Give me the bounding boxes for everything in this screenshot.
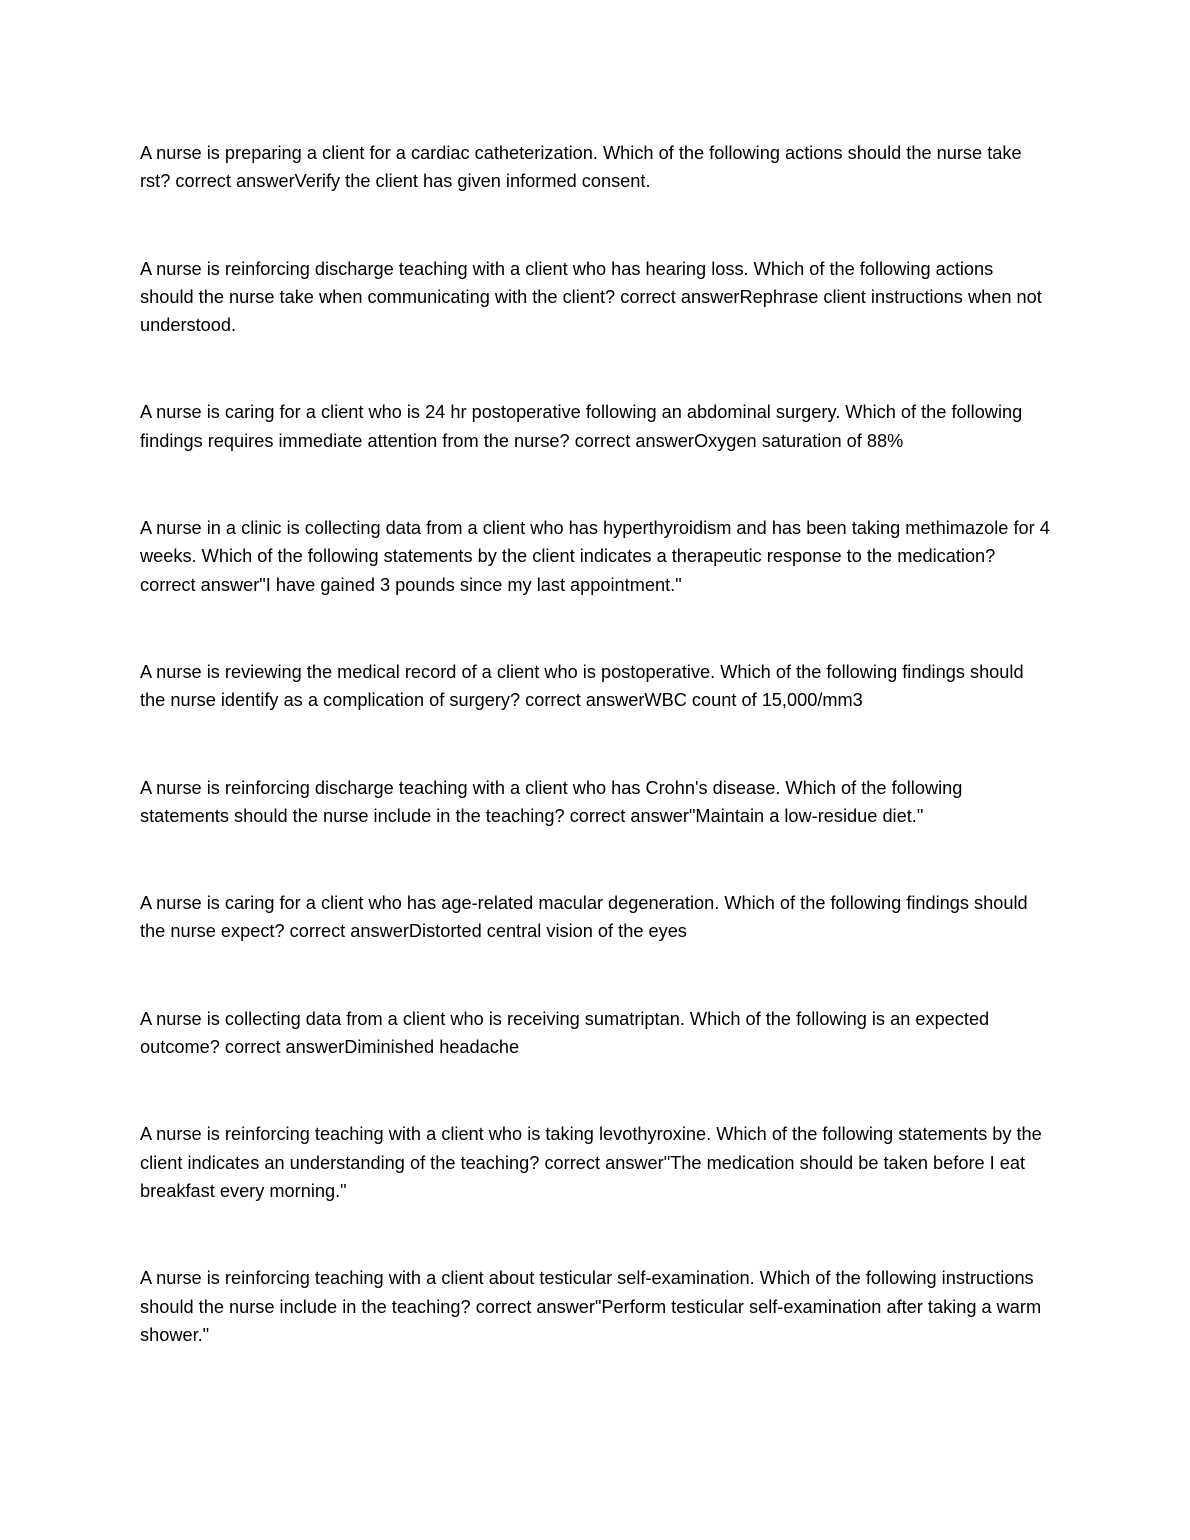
question-answer-paragraph: A nurse is reinforcing discharge teaching with a client who has hearing loss. Which of the following actions should the nurse take when communicating with the client? correct answerRephrase client instructions when not understood. (140, 258, 1042, 336)
question-answer-paragraph: A nurse is caring for a client who has age-related macular degeneration. Which of the following findings should the nurse expect? correct answerDistorted central vision of the eyes (140, 893, 1028, 942)
question-answer-paragraph: A nurse is reinforcing teaching with a client who is taking levothyroxine. Which of the following statements by the client indicates an understanding of the teaching? correct answer"The medication should be taken before I eat breakfast every morning." (140, 1124, 1042, 1201)
question-answer-paragraph: A nurse is caring for a client who is 24 hr postoperative following an abdominal surgery. Which of the following findings requires immediate attention from the nurse? correct answerOxygen saturation of 88% (140, 402, 1023, 451)
question-answer-paragraph: A nurse in a clinic is collecting data from a client who has hyperthyroidism and has been taking methimazole for 4 weeks. Which of the following statements by the client indicates a therapeutic response to the medication? correct answer"I have gained 3 pounds since my last appointment." (140, 518, 1050, 595)
question-answer-paragraph: A nurse is collecting data from a client who is receiving sumatriptan. Which of the following is an expected outcome? correct answerDiminished headache (140, 1008, 990, 1058)
document-body (140, 139, 1050, 1349)
question-answer-paragraph: A nurse is preparing a client for a cardiac catheterization. Which of the following actions should the nurse take rst? correct answerVerify the client has given informed consent. (140, 143, 1022, 192)
question-answer-paragraph: A nurse is reinforcing teaching with a client about testicular self-examination. Which of the following instructions should the nurse include in the teaching? correct answer"Perform testicular self-examination after taking a warm shower." (140, 1268, 1042, 1345)
question-answer-paragraph: A nurse is reviewing the medical record of a client who is postoperative. Which of the following findings should the nurse identify as a complication of surgery? correct answerWBC count of 15,000/mm3 (140, 661, 1024, 711)
question-answer-paragraph: A nurse is reinforcing discharge teaching with a client who has Crohn's disease. Which of the following statements should the nurse include in the teaching? correct answer"Maintain a low-residue diet." (140, 777, 963, 826)
